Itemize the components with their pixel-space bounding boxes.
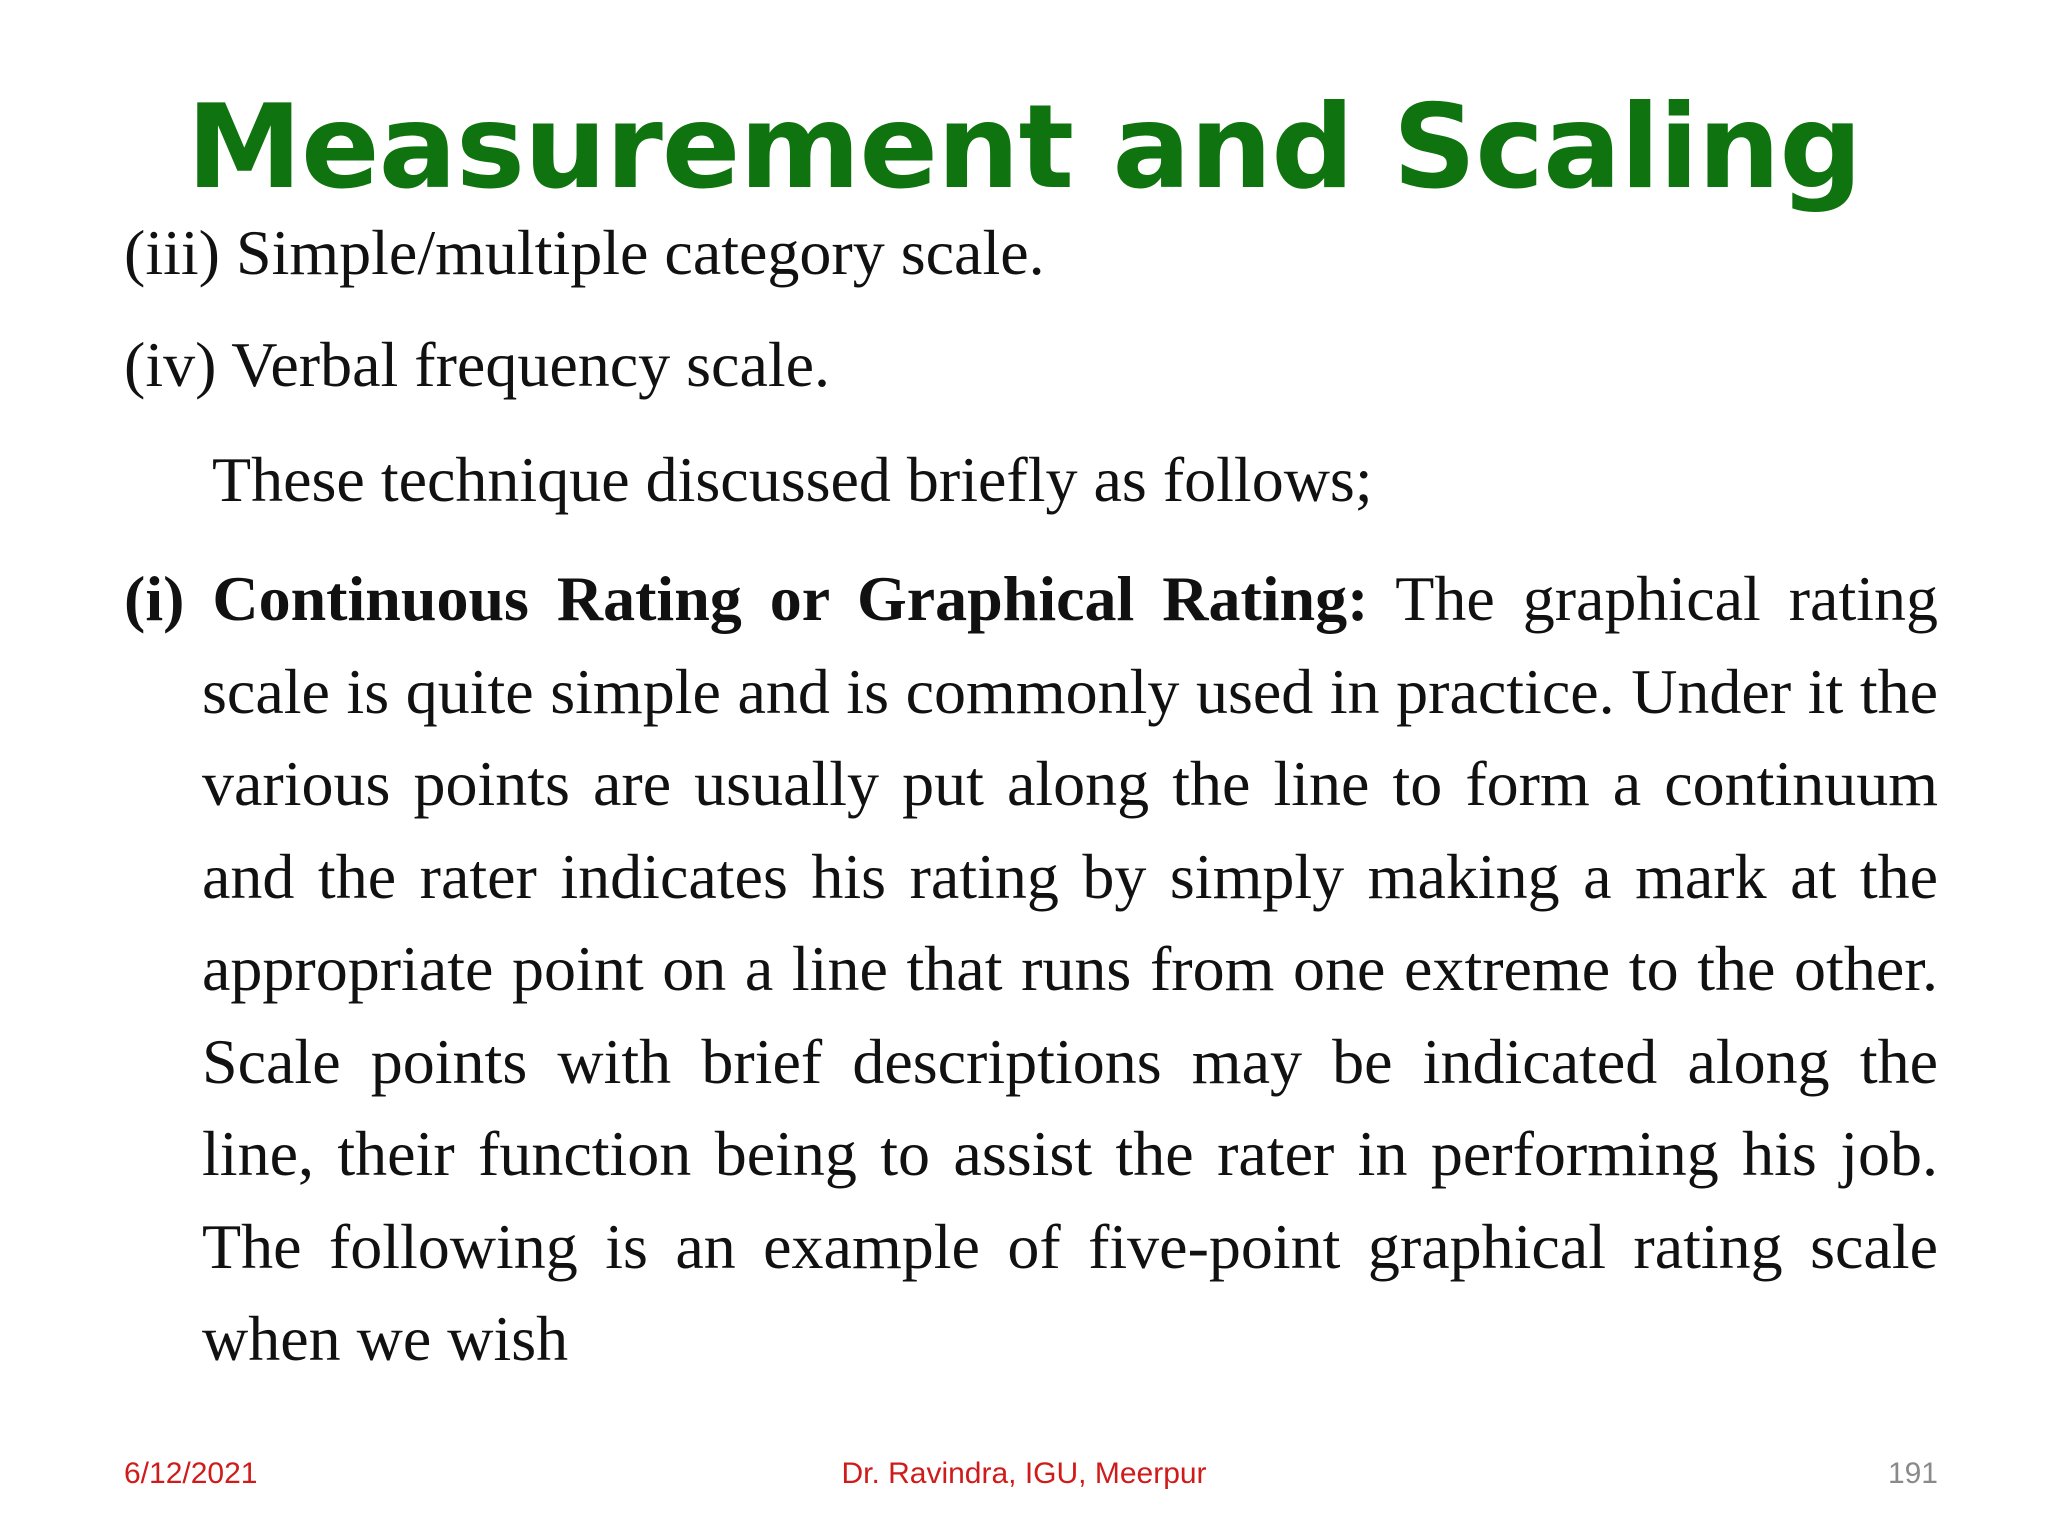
definition-text: The graphical rating scale is quite simple and is commonly used in practice. Under it the various points are usually put along the line to form a continuum and the rater indicates his rating by simply making a mark at the appropriate point on a line that runs from one extreme to the other. Scale points with brief descriptions may be indicated along the line, their function being to assist the rater in performing his job. The following is an example of five-point graphical rating scale when we wish bbox=[202, 563, 1939, 1374]
slide-title: Measurement and Scaling bbox=[186, 80, 1862, 215]
intro-sentence: These technique discussed briefly as follows; bbox=[212, 444, 1373, 515]
page-number: 191 bbox=[1887, 1457, 1938, 1490]
footer-date: 6/12/2021 bbox=[124, 1457, 258, 1490]
definition-term: (i) Continuous Rating or Graphical Rating: bbox=[124, 563, 1369, 634]
footer-author: Dr. Ravindra, IGU, Meerpur bbox=[841, 1457, 1207, 1490]
list-item-iii: (iii) Simple/multiple category scale. bbox=[124, 217, 1045, 288]
list-item-iv: (iv) Verbal frequency scale. bbox=[124, 329, 831, 400]
definition-paragraph bbox=[124, 553, 1938, 1386]
